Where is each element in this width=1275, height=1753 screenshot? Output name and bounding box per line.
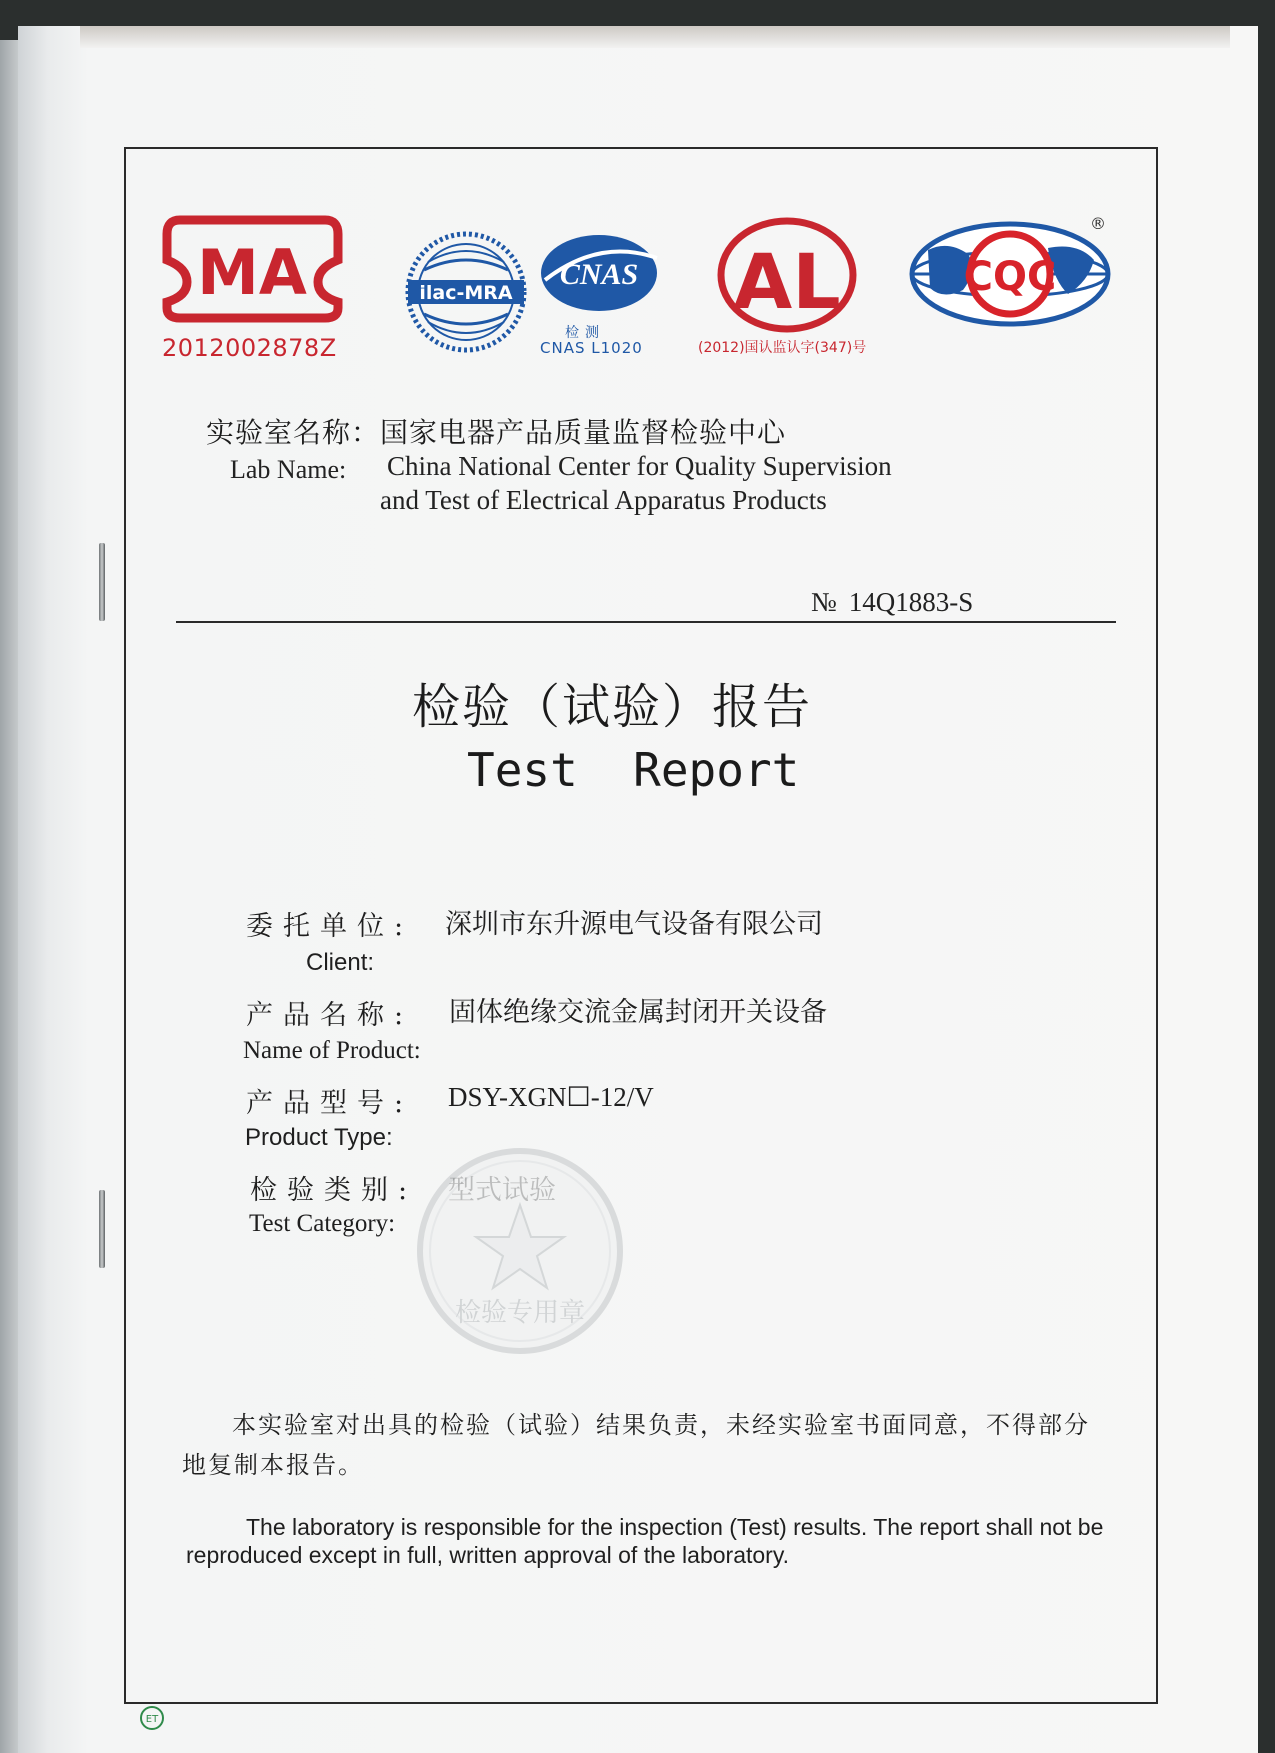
cnas-logo-text: CNAS <box>559 258 639 291</box>
cnas-code: CNAS L1020 <box>540 339 643 357</box>
client-label-en: Client: <box>306 949 375 976</box>
product-name-value: 固体绝缘交流金属封闭开关设备 <box>449 997 827 1028</box>
seal-text: 检验专用章 <box>454 1298 586 1328</box>
lab-name-en-line2: and Test of Electrical Apparatus Products <box>380 485 827 515</box>
cal-logo-text: AL <box>733 237 841 326</box>
lab-name-en-line1: China National Center for Quality Supervision <box>387 451 892 481</box>
report-number <box>811 587 973 618</box>
product-type-value: DSY-XGN☐-12/V <box>448 1082 654 1112</box>
cma-logo <box>160 212 345 324</box>
test-category-label-en: Test Category: <box>249 1210 396 1237</box>
cal-logo <box>715 216 860 334</box>
cnas-logo <box>537 228 662 318</box>
et-mark-text: ET <box>145 1714 159 1725</box>
report-number-value: 14Q1883-S <box>848 587 974 617</box>
ilac-mra-logo <box>404 230 528 354</box>
lab-name-cn: 实验室名称：国家电器产品质量监督检验中心 <box>206 416 787 449</box>
embossed-seal <box>412 1143 628 1359</box>
lab-name-label-en: Lab Name: <box>230 455 347 484</box>
report-title-en: Test Report <box>467 743 800 797</box>
cal-caption: (2012)国认监认字(347)号 <box>698 340 867 356</box>
cqc-logo <box>908 220 1112 328</box>
notice-cn: 本实验室对出具的检验（试验）结果负责，未经实验室书面同意，不得部分地复制本报告。 <box>182 1411 1090 1479</box>
product-type-label-en: Product Type: <box>245 1124 393 1151</box>
cnas-caption-cn: 检测 <box>565 325 605 341</box>
cma-logo-text: MA <box>197 236 307 309</box>
header-divider <box>176 621 1116 623</box>
number-sign: № <box>811 587 837 617</box>
notice-en: The laboratory is responsible for the inspection (Test) results. The report shall not be reproduced except in full, written approval of the laboratory. <box>186 1514 1104 1568</box>
client-value: 深圳市东升源电气设备有限公司 <box>445 909 823 940</box>
registered-mark: ® <box>1090 214 1106 233</box>
staple-top <box>99 543 105 621</box>
staple-bottom <box>99 1190 105 1268</box>
client-label-cn: 委托单位: <box>246 911 414 942</box>
et-mark-icon <box>139 1705 165 1731</box>
page-edge-shadow <box>80 26 1230 48</box>
cqc-logo-text: CQC <box>963 254 1057 300</box>
report-title-cn: 检验（试验）报告 <box>412 679 813 735</box>
test-category-label-cn: 检验类别: <box>250 1175 418 1206</box>
cma-number: 2012002878Z <box>162 334 337 362</box>
product-name-label-en: Name of Product: <box>243 1037 421 1064</box>
product-type-label-cn: 产品型号: <box>246 1088 414 1119</box>
ilac-logo-text: ilac-MRA <box>419 282 513 304</box>
product-name-label-cn: 产品名称: <box>246 1000 414 1031</box>
